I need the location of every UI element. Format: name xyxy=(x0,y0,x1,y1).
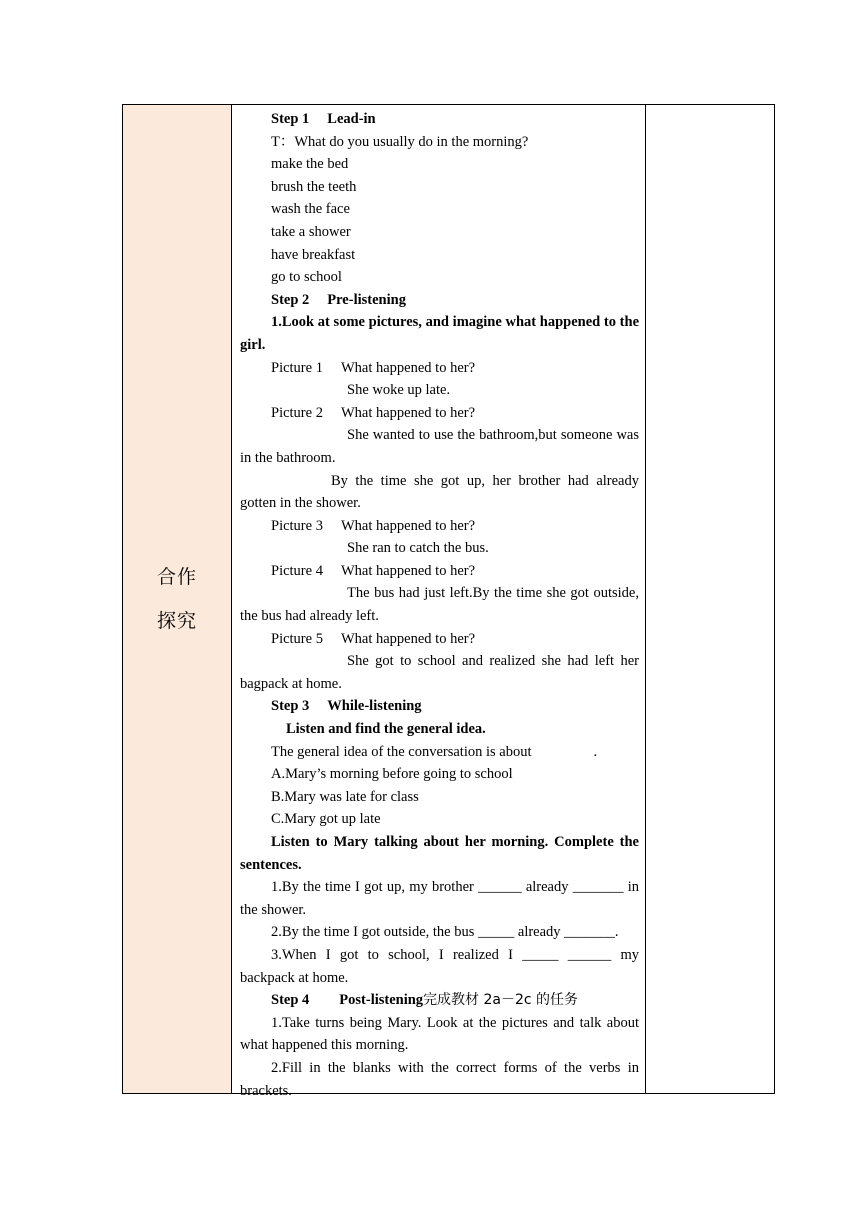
general-idea-question xyxy=(240,741,639,764)
section-label-line-1: 合作 xyxy=(156,566,197,588)
step-title: Lead-in xyxy=(327,111,376,127)
option-b: B.Mary was late for class xyxy=(271,788,419,805)
question-text: What happened to her? xyxy=(340,562,476,579)
picture-question xyxy=(240,515,639,538)
picture-answer: The bus had just left.By the time she got outside, the bus had already left. xyxy=(240,585,639,625)
step-title: Pre-listening xyxy=(327,291,406,308)
question-text: What happened to her? xyxy=(340,630,476,647)
content-cell xyxy=(232,105,646,1099)
picture-answer: She ran to catch the bus. xyxy=(347,540,489,557)
picture-label: Picture 3 xyxy=(271,517,323,534)
step-heading xyxy=(240,289,639,312)
instruction-text: Listen to Mary talking about her morning. Complete the sentences. xyxy=(240,834,639,873)
picture-question xyxy=(240,402,639,425)
step-title: While-listening xyxy=(327,698,422,715)
instruction-text: Listen and find the general idea. xyxy=(286,721,486,738)
picture-answer: She woke up late. xyxy=(347,382,451,399)
table-row xyxy=(123,105,775,1094)
picture-label: Picture 2 xyxy=(271,404,323,421)
picture-answer: She got to school and realized she had left her bagpack at home. xyxy=(240,653,639,692)
notes-cell xyxy=(646,105,775,1094)
picture-label: Picture 1 xyxy=(271,359,323,376)
picture-label: Picture 5 xyxy=(271,630,323,647)
question-text: What happened to her? xyxy=(340,359,476,376)
instruction-text: 1.Look at some pictures, and imagine what happened to the girl. xyxy=(240,314,639,353)
question-text: What happened to her? xyxy=(340,404,476,421)
step-number: Step 2 xyxy=(271,291,310,308)
content-body xyxy=(232,105,645,1099)
question-text: The general idea of the conversation is about xyxy=(271,743,532,760)
picture-answer: She wanted to use the bathroom,but someone was in the bathroom. xyxy=(240,427,639,466)
fill-sentence: 2.By the time I got outside, the bus _____ already _______. xyxy=(271,924,619,941)
task-item: 1.Take turns being Mary. Look at the pictures and talk about what happened this morning. xyxy=(240,1014,639,1054)
step-number: Step 3 xyxy=(271,698,310,715)
picture-question xyxy=(240,628,639,651)
list-item: make the bed xyxy=(271,156,349,173)
step-heading xyxy=(240,695,639,718)
step-heading xyxy=(240,108,639,131)
fill-sentence: 3.When I got to school, I realized I _____ ______ my backpack at home. xyxy=(240,946,639,986)
picture-answer: By the time she got up, her brother had already gotten in the shower. xyxy=(240,472,639,512)
section-label-cell xyxy=(123,105,232,1094)
picture-question xyxy=(240,357,639,380)
task-item: 2.Fill in the blanks with the correct forms of the verbs in brackets. xyxy=(240,1059,639,1099)
list-item: take a shower xyxy=(271,223,351,240)
step-heading xyxy=(240,989,639,1012)
list-item: brush the teeth xyxy=(271,178,357,195)
step-title: Post-listening xyxy=(339,992,424,1009)
option-a: A.Mary’s morning before going to school xyxy=(271,766,513,783)
fill-sentence: 1.By the time I got up, my brother ______ already _______ in the shower. xyxy=(240,879,639,918)
picture-question xyxy=(240,560,639,583)
step-task: 完成教材 2a－2c 的任务 xyxy=(423,992,579,1009)
question-end: . xyxy=(593,743,598,760)
step-number: Step 4 xyxy=(271,992,310,1009)
section-label-line-2: 探究 xyxy=(156,610,197,632)
question-text: What happened to her? xyxy=(340,517,476,534)
list-item: have breakfast xyxy=(271,246,356,263)
lesson-table xyxy=(122,104,775,1099)
list-item: go to school xyxy=(271,269,342,286)
step-number: Step 1 xyxy=(271,111,310,127)
question-line: T：What do you usually do in the morning? xyxy=(271,133,529,150)
option-c: C.Mary got up late xyxy=(271,811,381,828)
list-item: wash the face xyxy=(271,201,350,218)
picture-label: Picture 4 xyxy=(271,562,323,579)
